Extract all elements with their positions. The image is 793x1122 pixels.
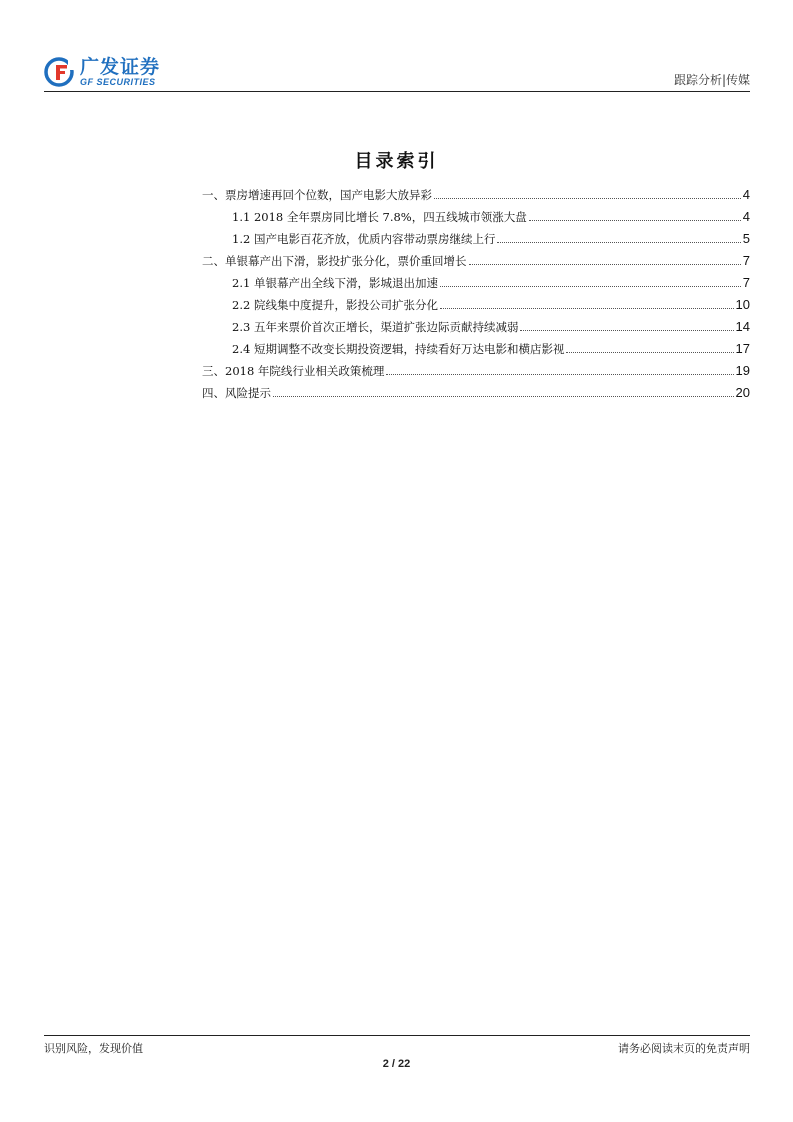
toc-entry-page: 10 <box>735 297 750 312</box>
toc-entry-page: 17 <box>735 341 750 356</box>
toc-leader-dots <box>440 307 734 309</box>
report-category: 跟踪分析|传媒 <box>673 73 750 87</box>
toc-entry-label: 一、票房增速再回个位数，国产电影大放异彩 <box>202 188 432 202</box>
toc-entry[interactable] <box>202 180 750 202</box>
toc-entry-page: 7 <box>742 275 750 290</box>
toc-entry-label: 四、风险提示 <box>202 386 271 400</box>
toc-entry[interactable] <box>202 224 750 246</box>
toc-leader-dots <box>520 329 733 331</box>
toc-leader-dots <box>529 219 741 221</box>
toc-entry-page: 4 <box>742 187 750 202</box>
toc-leader-dots <box>469 263 741 265</box>
toc-entry-label: 2.3 五年来票价首次正增长，渠道扩张边际贡献持续减弱 <box>232 320 519 334</box>
toc-entry[interactable] <box>202 290 750 312</box>
toc-entry-label: 1.1 2018 全年票房同比增长 7.8%，四五线城市领涨大盘 <box>232 210 527 224</box>
toc-entry-label: 2.1 单银幕产出全线下滑，影城退出加速 <box>232 276 438 290</box>
toc-entry-label: 三、2018 年院线行业相关政策梳理 <box>202 364 385 378</box>
toc-entry-page: 7 <box>742 253 750 268</box>
toc-entry[interactable] <box>202 202 750 224</box>
page-number: 2 / 22 <box>382 1058 411 1070</box>
gf-logo-icon <box>44 57 74 87</box>
logo-text-zh: 广发证券 <box>80 56 161 78</box>
toc-entry[interactable] <box>202 378 750 400</box>
toc-entry[interactable] <box>202 334 750 356</box>
table-of-contents <box>202 180 750 400</box>
toc-leader-dots <box>434 197 741 199</box>
toc-leader-dots <box>440 285 741 287</box>
toc-entry-page: 4 <box>742 209 750 224</box>
toc-entry-page: 20 <box>735 385 750 400</box>
toc-entry[interactable] <box>202 312 750 334</box>
toc-entry-page: 14 <box>735 319 750 334</box>
toc-title: 目录索引 <box>354 151 439 172</box>
toc-entry-page: 19 <box>735 363 750 378</box>
logo-text-en: GF SECURITIES <box>80 77 156 87</box>
toc-entry-label: 1.2 国产电影百花齐放，优质内容带动票房继续上行 <box>232 232 496 246</box>
company-logo <box>44 54 160 90</box>
toc-entry[interactable] <box>202 246 750 268</box>
footer-divider <box>44 1035 750 1036</box>
footer-slogan: 识别风险，发现价值 <box>44 1042 143 1055</box>
toc-leader-dots <box>497 241 740 243</box>
toc-leader-dots <box>273 395 734 397</box>
toc-leader-dots <box>566 351 733 353</box>
toc-entry-label: 2.4 短期调整不改变长期投资逻辑，持续看好万达电影和横店影视 <box>232 342 565 356</box>
toc-entry-label: 二、单银幕产出下滑，影投扩张分化，票价重回增长 <box>202 254 467 268</box>
toc-leader-dots <box>386 373 733 375</box>
toc-entry[interactable] <box>202 356 750 378</box>
header-divider <box>44 91 750 92</box>
toc-entry[interactable] <box>202 268 750 290</box>
toc-entry-label: 2.2 院线集中度提升，影投公司扩张分化 <box>232 298 438 312</box>
footer-disclaimer-note: 请务必阅读末页的免责声明 <box>618 1042 750 1055</box>
toc-entry-page: 5 <box>742 231 750 246</box>
page-header <box>44 54 750 90</box>
